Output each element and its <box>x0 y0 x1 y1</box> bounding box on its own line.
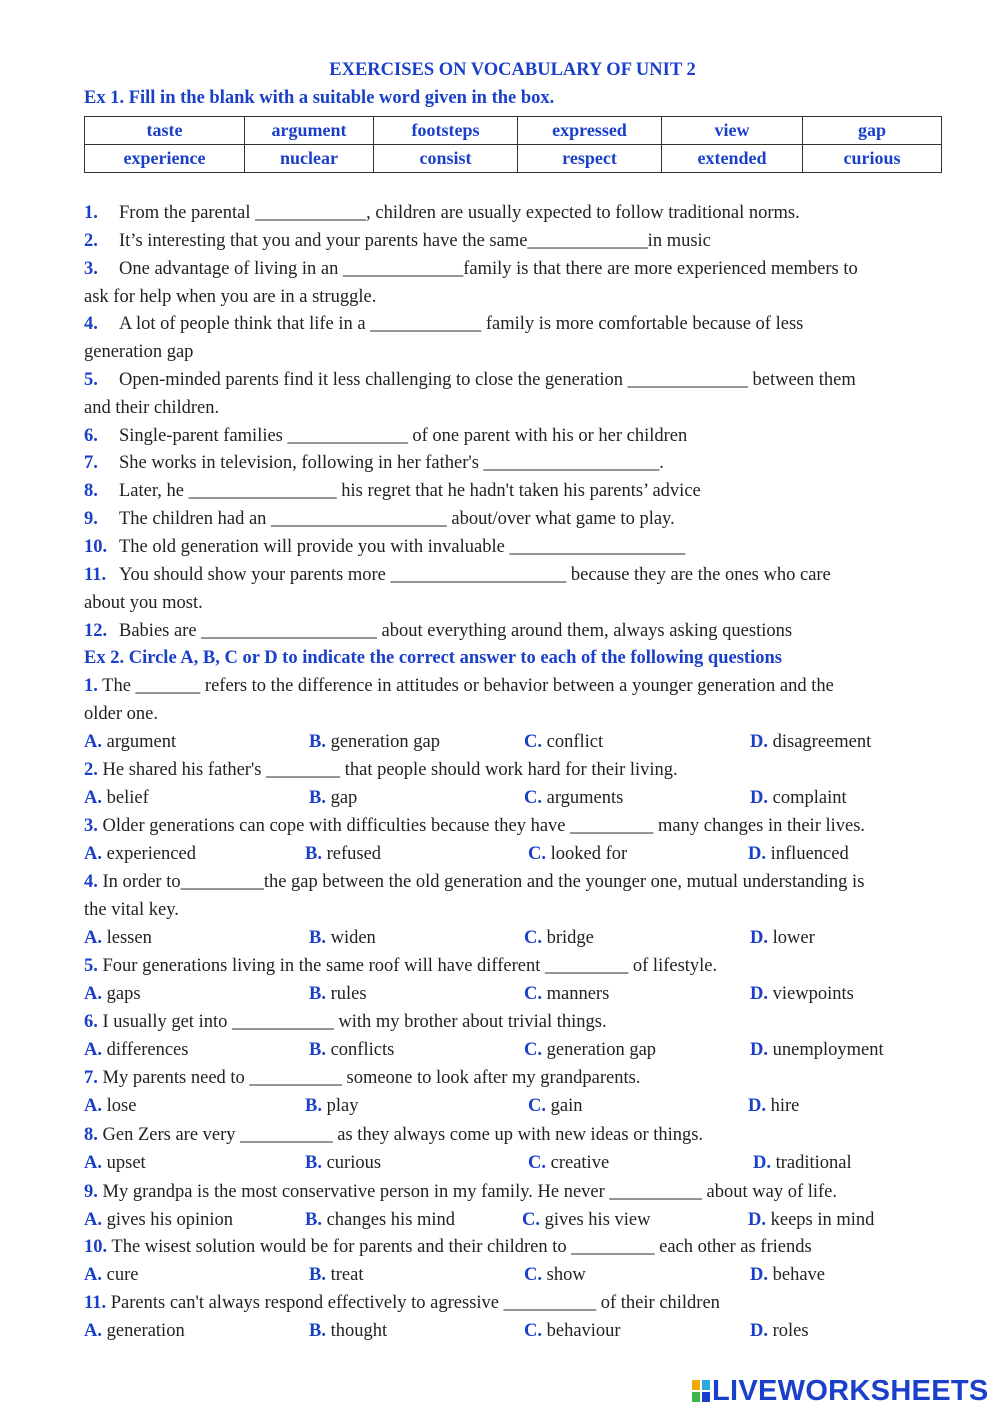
item-number: 2. <box>84 231 98 251</box>
option-label: A. <box>84 1040 102 1060</box>
option-text: upset <box>106 1153 146 1173</box>
item-number: 3. <box>84 259 98 279</box>
option-label: A. <box>84 1265 102 1285</box>
question-text: Older generations can cope with difficulties because they have _________ many changes in their lives. <box>102 816 866 836</box>
option-label: A. <box>84 928 102 948</box>
item-text: One advantage of living in an _____________family is that there are more experienced members to <box>119 259 858 279</box>
answer-option-a[interactable] <box>84 983 141 1005</box>
page-title: EXERCISES ON VOCABULARY OF UNIT 2 <box>329 60 696 80</box>
item-text: generation gap <box>84 342 194 362</box>
option-text: unemployment <box>772 1040 884 1060</box>
word-box-cell: curious <box>803 145 942 173</box>
item-number: 1. <box>84 203 98 223</box>
word-box-cell: expressed <box>518 117 662 145</box>
option-label: D. <box>748 1096 766 1116</box>
ex1-line <box>84 258 858 280</box>
word-box-cell: respect <box>518 145 662 173</box>
item-text: about you most. <box>84 593 203 613</box>
question-text: Parents can't always respond effectively to agressive __________ of their children <box>110 1293 720 1313</box>
option-text: lose <box>106 1096 137 1116</box>
option-text: gives his view <box>544 1210 651 1230</box>
question-line <box>84 955 717 977</box>
option-label: C. <box>524 732 542 752</box>
logo-text: LIVEWORKSHEETS <box>712 1375 989 1407</box>
question-line <box>84 871 864 893</box>
question-text: I usually get into ___________ with my brother about trivial things. <box>102 1012 607 1032</box>
question-line <box>84 1292 720 1314</box>
question-number: 3. <box>84 816 98 836</box>
option-text: manners <box>546 984 610 1004</box>
answer-option-b[interactable] <box>305 1152 381 1174</box>
answer-option-b[interactable] <box>305 1209 455 1231</box>
option-label: C. <box>524 984 542 1004</box>
option-label: D. <box>750 984 768 1004</box>
answer-option-d[interactable] <box>750 731 871 753</box>
answer-option-c[interactable] <box>522 1209 650 1231</box>
item-number: 7. <box>84 453 98 473</box>
option-text: play <box>326 1096 359 1116</box>
word-box-cell: consist <box>374 145 518 173</box>
option-label: B. <box>305 1096 322 1116</box>
option-text: changes his mind <box>326 1210 456 1230</box>
ex2-heading: Ex 2. Circle A, B, C or D to indicate the correct answer to each of the following questions <box>84 648 782 668</box>
option-label: B. <box>309 732 326 752</box>
answer-option-c[interactable] <box>524 1039 656 1061</box>
liveworksheets-logo[interactable] <box>692 1376 992 1406</box>
answer-option-d[interactable] <box>750 1039 884 1061</box>
answer-option-d[interactable] <box>750 787 847 809</box>
answer-option-c[interactable] <box>524 983 609 1005</box>
ex1-line <box>84 397 219 419</box>
option-label: D. <box>750 732 768 752</box>
question-number: 8. <box>84 1125 98 1145</box>
option-label: A. <box>84 732 102 752</box>
question-line <box>84 1011 607 1033</box>
answer-option-b[interactable] <box>309 1039 394 1061</box>
question-line <box>84 703 158 725</box>
item-text: The children had an ___________________ about/over what game to play. <box>119 509 675 529</box>
ex1-line <box>84 230 711 252</box>
question-number: 7. <box>84 1068 98 1088</box>
ex1-line <box>84 592 203 614</box>
item-number: 9. <box>84 509 98 529</box>
question-text: The _______ refers to the difference in attitudes or behavior between a younger generation and the <box>102 676 834 696</box>
option-text: complaint <box>772 788 847 808</box>
item-number: 12. <box>84 621 108 641</box>
ex1-line <box>84 202 800 224</box>
answer-option-a[interactable] <box>84 787 149 809</box>
option-label: D. <box>748 844 766 864</box>
option-text: gives his opinion <box>106 1210 234 1230</box>
option-text: generation gap <box>330 732 441 752</box>
item-number: 4. <box>84 314 98 334</box>
option-text: disagreement <box>772 732 872 752</box>
option-label: B. <box>309 928 326 948</box>
option-text: roles <box>772 1321 809 1341</box>
item-text: and their children. <box>84 398 220 418</box>
option-label: D. <box>750 1040 768 1060</box>
word-box <box>84 116 942 173</box>
answer-option-d[interactable] <box>748 1209 874 1231</box>
item-text: She works in television, following in her father's ___________________. <box>119 453 664 473</box>
question-number: 2. <box>84 760 98 780</box>
answer-option-a[interactable] <box>84 1320 185 1342</box>
option-label: A. <box>84 1210 102 1230</box>
question-text: He shared his father's ________ that people should work hard for their living. <box>102 760 678 780</box>
option-text: keeps in mind <box>770 1210 875 1230</box>
word-box-cell: taste <box>85 117 245 145</box>
item-text: It’s interesting that you and your parents have the same_____________in music <box>119 231 711 251</box>
answer-option-d[interactable] <box>753 1152 852 1174</box>
option-label: D. <box>750 1265 768 1285</box>
option-text: widen <box>330 928 376 948</box>
option-text: bridge <box>546 928 594 948</box>
ex1-line <box>84 425 687 447</box>
option-label: C. <box>524 1040 542 1060</box>
answer-option-d[interactable] <box>750 1320 809 1342</box>
option-label: C. <box>524 1321 542 1341</box>
question-number: 5. <box>84 956 98 976</box>
option-text: arguments <box>546 788 624 808</box>
item-text: From the parental ____________, children are usually expected to follow traditional norms. <box>119 203 800 223</box>
option-label: D. <box>753 1153 771 1173</box>
word-box-cell: nuclear <box>245 145 374 173</box>
option-label: D. <box>748 1210 766 1230</box>
option-text: refused <box>326 844 382 864</box>
option-label: A. <box>84 984 102 1004</box>
option-label: B. <box>309 1265 326 1285</box>
answer-option-b[interactable] <box>305 843 381 865</box>
word-box-row <box>85 145 942 173</box>
item-text: You should show your parents more ___________________ because they are the ones who care <box>119 565 831 585</box>
option-text: argument <box>106 732 177 752</box>
word-box-cell: argument <box>245 117 374 145</box>
option-label: B. <box>305 1210 322 1230</box>
ex1-line <box>84 480 701 502</box>
question-line <box>84 759 678 781</box>
question-number: 10. <box>84 1237 108 1257</box>
option-text: hire <box>770 1096 800 1116</box>
word-box-cell: view <box>662 117 803 145</box>
question-text: Gen Zers are very __________ as they always come up with new ideas or things. <box>102 1125 704 1145</box>
option-text: influenced <box>770 844 849 864</box>
option-text: looked for <box>550 844 628 864</box>
question-text: older one. <box>84 704 158 724</box>
item-number: 8. <box>84 481 98 501</box>
item-number: 6. <box>84 426 98 446</box>
option-text: gain <box>550 1096 583 1116</box>
ex1-line <box>84 286 376 308</box>
option-label: B. <box>309 984 326 1004</box>
answer-option-b[interactable] <box>305 1095 358 1117</box>
answer-option-c[interactable] <box>524 731 603 753</box>
question-number: 11. <box>84 1293 107 1313</box>
option-text: cure <box>106 1265 139 1285</box>
item-text: Open-minded parents find it less challenging to close the generation _____________ between them <box>119 370 856 390</box>
option-label: B. <box>305 1153 322 1173</box>
answer-option-b[interactable] <box>309 731 440 753</box>
question-line <box>84 675 834 697</box>
answer-option-c[interactable] <box>528 1152 609 1174</box>
answer-option-c[interactable] <box>524 787 623 809</box>
option-text: conflicts <box>330 1040 395 1060</box>
ex1-line <box>84 341 193 363</box>
answer-option-d[interactable] <box>750 1264 825 1286</box>
option-label: B. <box>309 788 326 808</box>
answer-option-a[interactable] <box>84 1209 233 1231</box>
answer-option-d[interactable] <box>748 1095 799 1117</box>
question-line <box>84 1181 837 1203</box>
answer-option-a[interactable] <box>84 843 196 865</box>
word-box-cell: gap <box>803 117 942 145</box>
answer-option-a[interactable] <box>84 1152 146 1174</box>
answer-option-c[interactable] <box>524 1264 586 1286</box>
answer-option-c[interactable] <box>528 1095 582 1117</box>
option-label: B. <box>309 1321 326 1341</box>
answer-option-a[interactable] <box>84 1264 138 1286</box>
option-label: D. <box>750 1321 768 1341</box>
answer-option-d[interactable] <box>750 983 854 1005</box>
word-box-cell: extended <box>662 145 803 173</box>
option-text: traditional <box>775 1153 852 1173</box>
answer-option-b[interactable] <box>309 787 357 809</box>
item-text: Later, he ________________ his regret that he hadn't taken his parents’ advice <box>119 481 701 501</box>
answer-option-b[interactable] <box>309 983 367 1005</box>
ex1-line <box>84 369 856 391</box>
option-text: differences <box>106 1040 189 1060</box>
option-text: generation gap <box>546 1040 657 1060</box>
answer-option-c[interactable] <box>528 843 627 865</box>
option-label: A. <box>84 844 102 864</box>
option-label: C. <box>524 1265 542 1285</box>
option-text: experienced <box>106 844 196 864</box>
option-text: belief <box>106 788 149 808</box>
option-text: creative <box>550 1153 610 1173</box>
word-box-cell: footsteps <box>374 117 518 145</box>
option-label: A. <box>84 1321 102 1341</box>
item-text: ask for help when you are in a struggle. <box>84 287 377 307</box>
option-text: treat <box>330 1265 364 1285</box>
item-text: A lot of people think that life in a ____________ family is more comfortable because of less <box>119 314 804 334</box>
option-label: C. <box>528 844 546 864</box>
ex1-line <box>84 620 792 642</box>
question-number: 6. <box>84 1012 98 1032</box>
option-label: D. <box>750 928 768 948</box>
question-line <box>84 899 179 921</box>
ex1-line <box>84 536 685 558</box>
item-number: 5. <box>84 370 98 390</box>
ex1-line <box>84 564 831 586</box>
word-box-cell: experience <box>85 145 245 173</box>
answer-option-b[interactable] <box>309 1320 387 1342</box>
option-text: viewpoints <box>772 984 854 1004</box>
option-label: D. <box>750 788 768 808</box>
question-text: My parents need to __________ someone to look after my grandparents. <box>102 1068 641 1088</box>
question-line <box>84 1067 640 1089</box>
option-label: A. <box>84 1096 102 1116</box>
worksheet-logo-icon <box>692 1380 710 1402</box>
question-line <box>84 1124 703 1146</box>
answer-option-d[interactable] <box>750 927 815 949</box>
answer-option-a[interactable] <box>84 927 152 949</box>
option-text: generation <box>106 1321 185 1341</box>
word-box-row <box>85 117 942 145</box>
question-text: the vital key. <box>84 900 179 920</box>
option-label: C. <box>524 788 542 808</box>
answer-option-a[interactable] <box>84 1039 188 1061</box>
option-text: gaps <box>106 984 141 1004</box>
item-text: Babies are ___________________ about everything around them, always asking questions <box>119 621 793 641</box>
option-label: A. <box>84 788 102 808</box>
question-text: My grandpa is the most conservative person in my family. He never __________ about way of life. <box>102 1182 838 1202</box>
option-text: behaviour <box>546 1321 621 1341</box>
question-text: In order to_________the gap between the old generation and the younger one, mutual understanding is <box>102 872 865 892</box>
option-text: conflict <box>546 732 604 752</box>
option-label: C. <box>524 928 542 948</box>
ex1-line <box>84 452 664 474</box>
answer-option-b[interactable] <box>309 1264 363 1286</box>
question-text: Four generations living in the same roof will have different _________ of lifestyle. <box>102 956 718 976</box>
question-line <box>84 1236 812 1258</box>
question-line <box>84 815 865 837</box>
question-text: The wisest solution would be for parents and their children to _________ each other as friends <box>111 1237 812 1257</box>
option-text: thought <box>330 1321 388 1341</box>
ex1-heading: Ex 1. Fill in the blank with a suitable word given in the box. <box>84 88 555 108</box>
answer-option-b[interactable] <box>309 927 376 949</box>
option-text: lower <box>772 928 815 948</box>
option-label: C. <box>528 1153 546 1173</box>
option-text: show <box>546 1265 586 1285</box>
option-label: B. <box>305 844 322 864</box>
item-number: 11. <box>84 565 107 585</box>
option-text: behave <box>772 1265 826 1285</box>
item-number: 10. <box>84 537 108 557</box>
option-label: A. <box>84 1153 102 1173</box>
question-number: 9. <box>84 1182 98 1202</box>
item-text: Single-parent families _____________ of one parent with his or her children <box>119 426 688 446</box>
option-label: C. <box>528 1096 546 1116</box>
answer-option-a[interactable] <box>84 1095 136 1117</box>
question-number: 1. <box>84 676 98 696</box>
option-text: curious <box>326 1153 382 1173</box>
option-label: B. <box>309 1040 326 1060</box>
ex1-line <box>84 313 803 335</box>
option-text: gap <box>330 788 358 808</box>
item-text: The old generation will provide you with invaluable ___________________ <box>119 537 686 557</box>
answer-option-a[interactable] <box>84 731 176 753</box>
option-label: C. <box>522 1210 540 1230</box>
option-text: lessen <box>106 928 152 948</box>
option-text: rules <box>330 984 367 1004</box>
answer-option-c[interactable] <box>524 1320 621 1342</box>
answer-option-d[interactable] <box>748 843 849 865</box>
ex1-line <box>84 508 675 530</box>
answer-option-c[interactable] <box>524 927 594 949</box>
question-number: 4. <box>84 872 98 892</box>
